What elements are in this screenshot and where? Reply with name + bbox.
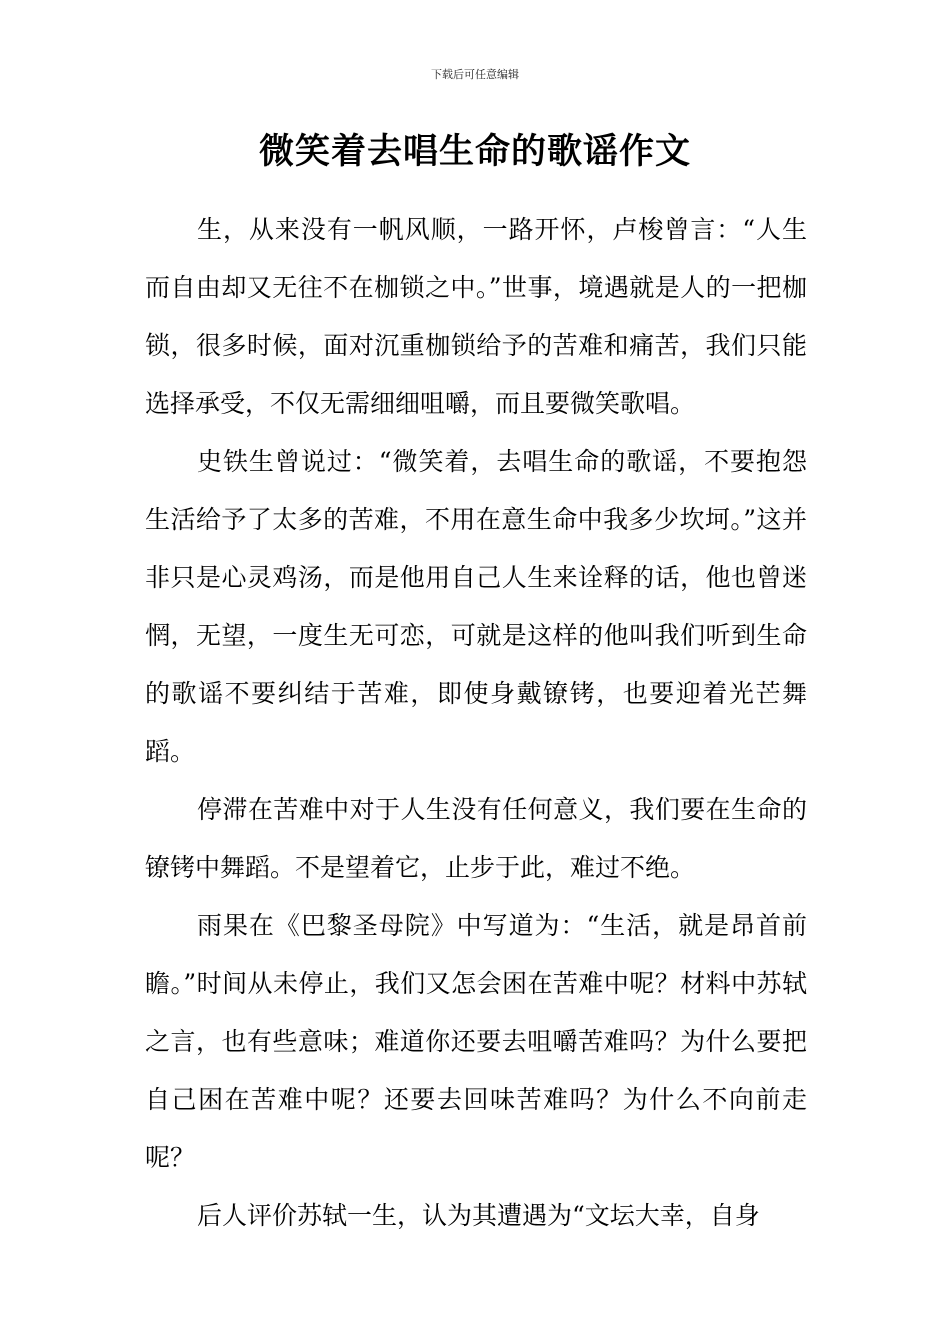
page-header-note: 下载后可任意编辑: [431, 68, 519, 81]
document-title: 微笑着去唱生命的歌谣作文: [258, 132, 691, 172]
paragraph-4: 雨果在《巴黎圣母院》中写道为：“生活，就是昂首前瞻。”时间从未停止，我们又怎会困在苦难中呢？材料中苏轼之言，也有些意味；难道你还要去咀嚼苦难吗？为什么要把自己困在苦难中呢？还要去回味苦难吗？为什么不向前走呢？: [145, 911, 807, 1172]
paragraph-2: 史铁生曾说过：“微笑着，去唱生命的歌谣，不要抱怨生活给予了太多的苦难，不用在意生命中我多少坎坷。”这并非只是心灵鸡汤，而是他用自己人生来诠释的话，他也曾迷惘，无望，一度生无可恋，可就是这样的他叫我们听到生命的歌谣不要纠结于苦难，即使身戴镣铐，也要迎着光芒舞蹈。: [145, 447, 807, 766]
document-body: [145, 201, 807, 1245]
paragraph-1: 生，从来没有一帆风顺，一路开怀，卢梭曾言：“人生而自由却又无往不在枷锁之中。”世事，境遇就是人的一把枷锁，很多时候，面对沉重枷锁给予的苦难和痛苦，我们只能选择承受，不仅无需细细咀嚼，而且要微笑歌唱。: [145, 215, 807, 418]
paragraph-5: 后人评价苏轼一生，认为其遭遇为“文坛大幸，自身: [197, 1201, 760, 1230]
paragraph-3: 停滞在苦难中对于人生没有任何意义，我们要在生命的镣铐中舞蹈。不是望着它，止步于此，难过不绝。: [145, 795, 807, 882]
